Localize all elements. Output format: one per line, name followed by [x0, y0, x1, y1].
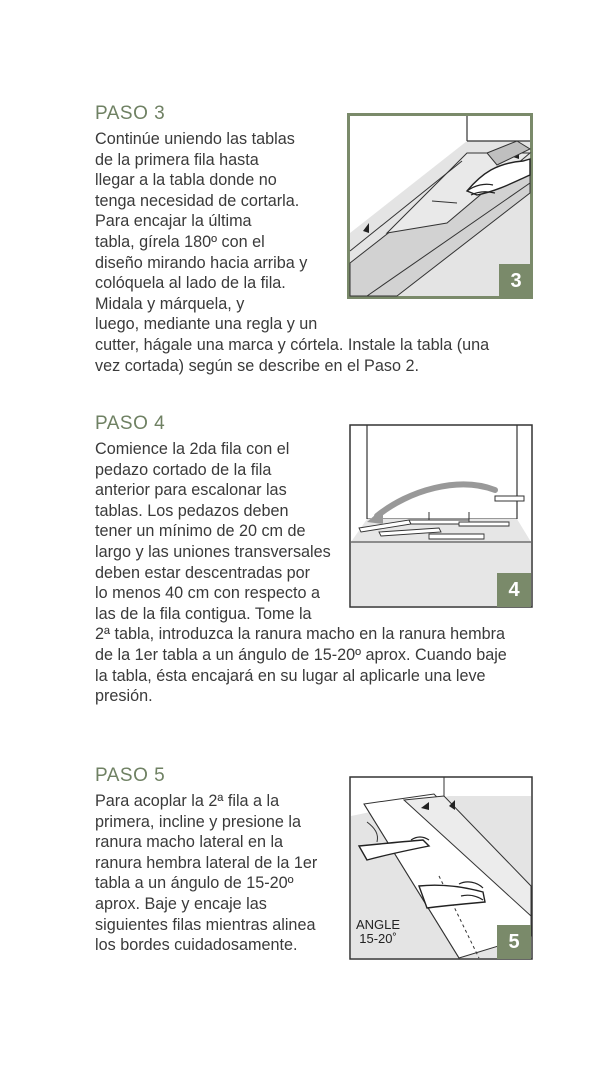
step-5-badge: 5 [497, 925, 531, 959]
step-3-line: Continúe uniendo las tablas [95, 130, 295, 148]
step-4-badge: 4 [497, 573, 531, 607]
step-4-line: las de la fila contigua. Tome la [95, 604, 312, 623]
step-3-line: luego, mediante una regla y un [95, 315, 318, 334]
step-3-line: vez cortada) según se describe en el Paso 2. [95, 356, 419, 375]
step-5-text [95, 791, 317, 956]
step-4-line: pedazo cortado de la fila [95, 460, 272, 479]
step-4-line: deben estar descentradas por [95, 563, 311, 582]
step-4-line: la tabla, ésta encajará en su lugar al aplicarle una leve [95, 666, 486, 685]
step-3-line: cutter, hágale una marca y córtela. Instale la tabla (una [95, 335, 490, 354]
step-3-badge: 3 [499, 264, 533, 298]
step-5-heading: PASO 5 [95, 765, 166, 786]
step-5-line: tabla a un ángulo de 15-20º [95, 874, 294, 893]
angle-label [356, 918, 400, 946]
step-5-line: aprox. Baje y encaje las [95, 894, 267, 913]
step-5-line: los bordes cuidadosamente. [95, 936, 298, 955]
step-3-line: Midala y márquela, y [95, 294, 245, 313]
step-3-line: llegar a la tabla donde no [95, 171, 277, 190]
step-5-line: Para acoplar la 2ª fila a la [95, 792, 280, 810]
step-4-line: lo menos 40 cm con respecto a [95, 584, 320, 603]
angle-label-word: ANGLE [356, 917, 401, 932]
step-4-heading: PASO 4 [95, 413, 166, 434]
step-3-line: colóquela al lado de la fila. [95, 274, 286, 293]
step-4-line: presión. [95, 687, 153, 706]
step-4-line: de la 1er tabla a un ángulo de 15-20º aprox. Cuando baje [95, 645, 507, 664]
step-4-line: 2ª tabla, introduzca la ranura macho en la ranura hembra [95, 625, 506, 644]
step-4-line: tablas. Los pedazos deben [95, 501, 289, 520]
step-3-line: de la primera fila hasta [95, 150, 259, 169]
step-5-line: ranura macho lateral en la [95, 833, 284, 852]
step-4-line: tener un mínimo de 20 cm de [95, 522, 306, 541]
step-4-line: anterior para escalonar las [95, 481, 287, 500]
step-5-line: siguientes filas mientras alinea [95, 915, 316, 934]
step-3-line: tenga necesidad de cortarla. [95, 191, 300, 210]
step-3-line: diseño mirando hacia arriba y [95, 253, 308, 272]
step-3-heading: PASO 3 [95, 103, 166, 124]
step-5-line: ranura hembra lateral de la 1er [95, 853, 318, 872]
step-4-line: largo y las uniones transversales [95, 542, 331, 561]
step-3-line: Para encajar la última [95, 212, 252, 231]
angle-label-range: 15-20˚ [359, 931, 397, 946]
step-4-line: Comience la 2da fila con el [95, 440, 290, 458]
step-4-text [95, 439, 507, 707]
step-5-line: primera, incline y presione la [95, 812, 302, 831]
step-3-line: tabla, gírela 180º con el [95, 232, 265, 251]
